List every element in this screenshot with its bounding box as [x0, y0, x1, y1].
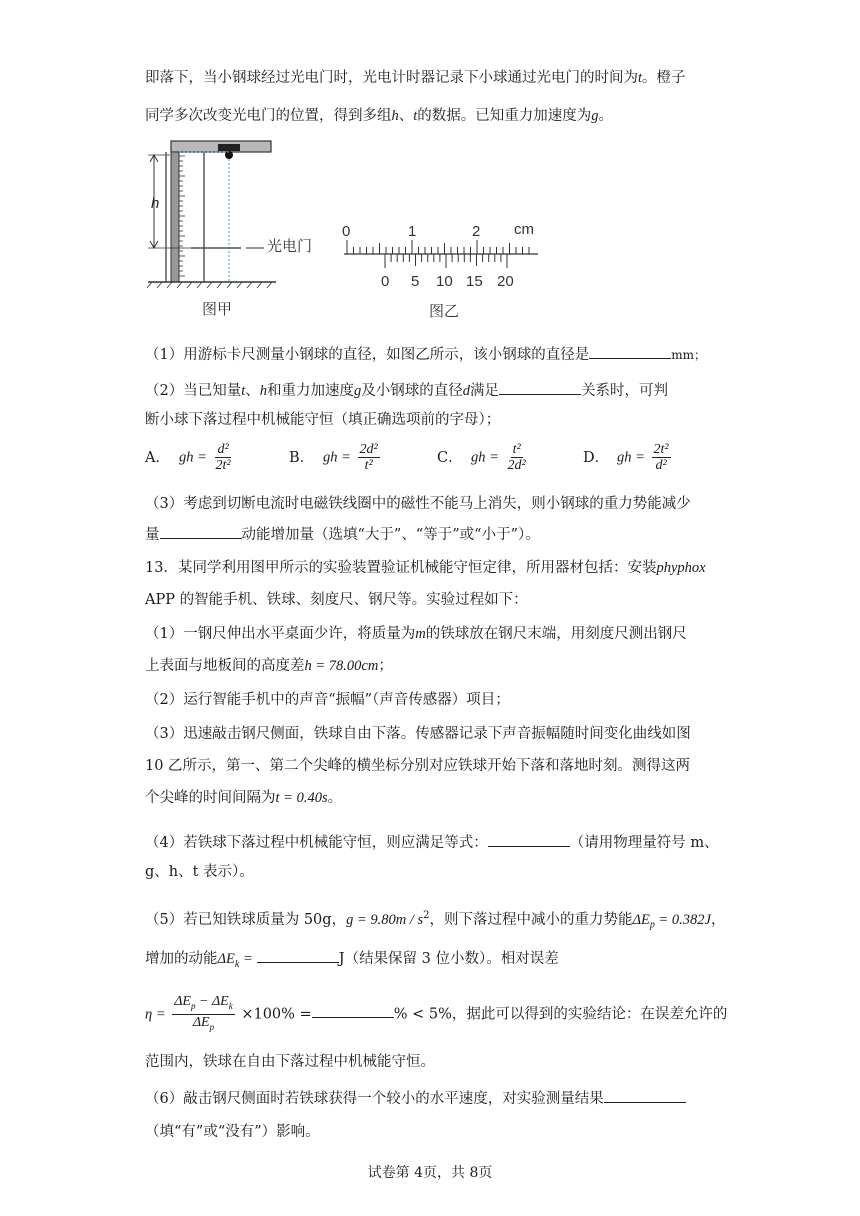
fig2-vernier-20: 20 [497, 273, 514, 290]
option-letter: B． [289, 449, 315, 466]
symbol: t [638, 70, 643, 86]
answer-blank[interactable] [589, 344, 671, 359]
text: 10 乙所示，第一、第二个尖峰的横坐标分别对应铁球开始下落和落地时刻。测得这两 [145, 758, 691, 774]
text: （4）若铁球下落过程中机械能守恒，则应满足等式： [145, 835, 488, 851]
numerator [172, 994, 235, 1015]
equation: t = 0.40s [275, 790, 328, 806]
fig2-main-1: 1 [408, 223, 417, 240]
text: 个尖峰的时间间隔为 [145, 790, 276, 806]
option-d[interactable] [583, 442, 673, 473]
symbol: ΔE [217, 951, 235, 967]
equation: ×100% = [241, 1006, 312, 1023]
answer-blank[interactable] [160, 524, 242, 539]
text: 关系时，可判 [581, 383, 669, 399]
fig1-gate-label: 光电门 [267, 238, 313, 255]
text: （3）考虑到切断电流时电磁铁线圈中的磁性不能马上消失，则小钢球的重力势能减少 [145, 496, 691, 512]
symbol: g [591, 108, 599, 124]
text: mm； [671, 348, 706, 362]
text: ，则下落过程中减小的重力势能 [429, 911, 633, 928]
option-letter: C． [437, 449, 463, 466]
text: 断小球下落过程中机械能守恒（填正确选项前的字母）； [145, 412, 501, 428]
text: 、 [245, 383, 260, 399]
option-a[interactable] [145, 442, 235, 473]
symbol: t [413, 108, 418, 124]
equation: h = 78.00cm [304, 658, 379, 674]
answer-blank[interactable] [312, 1003, 394, 1018]
q12-part1 [145, 344, 706, 365]
figure-vernier-caliper [336, 212, 556, 324]
fraction [652, 442, 671, 473]
option-lhs: gh = [179, 449, 207, 466]
text: （2）运行智能手机中的声音“振幅”（声音传感器）项目； [145, 692, 510, 708]
fig2-main-2: 2 [472, 223, 481, 240]
fraction [506, 442, 528, 473]
denominator: d² [655, 458, 667, 473]
option-c[interactable] [437, 442, 530, 473]
text: g、h、t 表示）。 [145, 864, 254, 880]
numerator: t² [512, 442, 521, 457]
page-footer: 试卷第 4页，共 8页 [367, 1165, 493, 1181]
text: 13．某同学利用图甲所示的实验装置验证机械能守恒定律，所用器材包括：安装 [145, 560, 657, 576]
answer-blank[interactable] [257, 948, 339, 963]
text: （1）用游标卡尺测量小钢球的直径，如图乙所示，该小钢球的直径是 [145, 347, 590, 363]
text: （请用物理量符号 m、 [569, 835, 719, 851]
q13-step1 [145, 624, 687, 644]
text-line [145, 590, 528, 610]
fig2-vernier-15: 15 [466, 273, 483, 290]
text: 、 [398, 108, 414, 124]
text: 即落下，当小钢球经过光电门时，光电计时器记录下小球通过光电门的时间为 [145, 70, 638, 86]
subscript: k [228, 1000, 233, 1011]
text: % < 5%，据此可以得到的实验结论：在误差允许的 [393, 1006, 728, 1023]
text: 。 [327, 790, 343, 806]
fig2-caption: 图乙 [429, 303, 460, 320]
equation: η = [145, 1006, 166, 1023]
q13-step5 [145, 906, 726, 936]
subscript: k [234, 958, 240, 970]
fig2-vernier-10: 10 [436, 273, 453, 290]
q13-step3 [145, 724, 691, 744]
text: 量 [145, 527, 160, 543]
text-line [145, 106, 613, 126]
q13-step6 [145, 1088, 686, 1109]
option-letter: D． [583, 449, 610, 466]
text: 。 [598, 108, 614, 124]
denominator: 2t² [215, 458, 231, 473]
error-formula-line [145, 994, 727, 1034]
superscript: 2 [423, 910, 430, 921]
error-fraction [172, 994, 235, 1035]
fig1-caption: 图甲 [202, 301, 233, 318]
option-lhs: gh = [471, 449, 499, 466]
text-line [145, 756, 690, 776]
symbol: ΔE [192, 1014, 210, 1030]
q13-step2 [145, 690, 510, 710]
text: 范围内，铁球在自由下落过程中机械能守恒。 [145, 1054, 435, 1070]
fig2-vernier-0: 0 [381, 273, 390, 290]
figure-photogate-apparatus [146, 136, 336, 326]
fraction [358, 442, 380, 473]
text-line [145, 788, 342, 808]
text-line [145, 948, 559, 975]
text: 同学多次改变光电门的位置，得到多组 [145, 108, 392, 124]
fig2-vernier-5: 5 [411, 273, 420, 290]
text: 及小钢球的直径 [361, 383, 463, 399]
text-line [145, 524, 540, 545]
text-line [145, 1122, 320, 1142]
text: （5）若已知铁球质量为 50g， [145, 911, 347, 928]
symbol: ΔE [632, 911, 650, 928]
text-line [145, 410, 500, 430]
text: 上表面与地板间的高度差 [145, 658, 305, 674]
equation: g = 9.80m / s [346, 911, 424, 928]
option-row [145, 442, 745, 482]
numerator: 2d² [359, 442, 378, 457]
text: ； [378, 658, 393, 674]
q13-stem [145, 558, 706, 578]
text: 满足 [470, 383, 500, 399]
option-lhs: gh = [617, 449, 645, 466]
subscript: p [209, 1021, 215, 1032]
text: （2）当已知量 [145, 383, 242, 399]
numerator: d² [217, 442, 229, 457]
answer-blank[interactable] [499, 380, 581, 395]
symbol: − ΔE [195, 994, 229, 1009]
text: （填“有”或“没有”）影响。 [145, 1124, 320, 1140]
text: J（结果保留 3 位小数）。相对误差 [338, 951, 559, 967]
text-line [145, 862, 254, 882]
fig2-main-0: 0 [342, 223, 351, 240]
text: （1）一钢尺伸出水平桌面少许，将质量为 [145, 626, 416, 642]
denominator: 2d² [507, 458, 526, 473]
fraction [214, 442, 233, 473]
symbol: t [241, 383, 246, 399]
option-letter: A． [145, 449, 170, 466]
numerator: 2t² [653, 442, 669, 457]
text: 。橙子 [642, 70, 686, 86]
equation: = [239, 951, 253, 967]
symbol: h [391, 108, 399, 124]
symbol: d [462, 383, 471, 399]
text: 的数据。已知重力加速度为 [417, 108, 592, 124]
app-name: phyphox [656, 560, 706, 576]
option-lhs: gh = [323, 449, 351, 466]
answer-blank[interactable] [488, 832, 570, 847]
text-line [145, 1052, 435, 1072]
denominator: t² [364, 458, 373, 473]
text: ， [711, 911, 726, 928]
text: 的铁球放在钢尺末端，用刻度尺测出钢尺 [425, 626, 687, 642]
text-line [145, 656, 393, 676]
symbol: ΔE [174, 994, 191, 1009]
text: 动能增加量（选填“大于”、“等于”或“小于”）。 [241, 527, 540, 543]
denominator [191, 1015, 216, 1035]
answer-blank[interactable] [604, 1088, 686, 1103]
option-b[interactable] [289, 442, 382, 473]
symbol: h [259, 383, 268, 399]
q12-part3 [145, 494, 691, 514]
subscript: p [649, 919, 655, 931]
text: APP 的智能手机、铁球、刻度尺、钢尺等。实验过程如下： [145, 592, 528, 608]
q12-part2 [145, 380, 668, 401]
symbol: m [415, 626, 426, 642]
text: 增加的动能 [145, 951, 218, 967]
equation: = 0.382J [654, 911, 711, 928]
text-line [145, 68, 686, 88]
text: 和重力加速度 [267, 383, 355, 399]
q13-step4 [145, 832, 719, 853]
symbol: g [354, 383, 362, 399]
subscript: p [191, 1000, 196, 1011]
text: （6）敲击钢尺侧面时若铁球获得一个较小的水平速度，对实验测量结果 [145, 1091, 604, 1107]
fig1-h-label: h [151, 195, 160, 212]
text: （3）迅速敲击钢尺侧面，铁球自由下落。传感器记录下声音振幅随时间变化曲线如图 [145, 726, 691, 742]
fig2-unit: cm [514, 221, 534, 238]
